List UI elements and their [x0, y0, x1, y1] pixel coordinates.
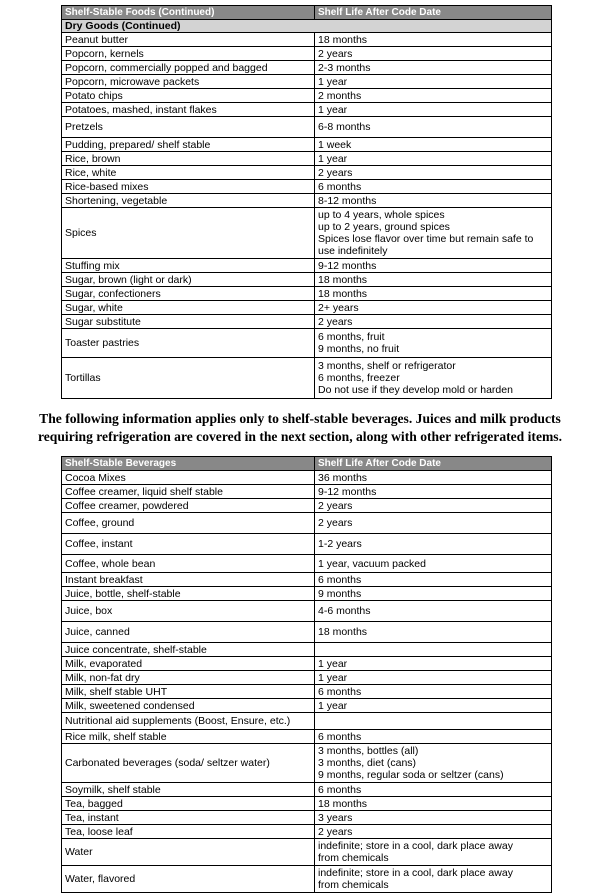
beverage-note: [0, 410, 600, 446]
table-row: [62, 573, 552, 587]
section-label: Dry Goods (Continued): [62, 20, 552, 33]
shelf-life-line: 3 months, shelf or refrigerator: [318, 360, 456, 372]
item-name: Rice, brown: [62, 152, 315, 166]
item-name: Coffee creamer, liquid shelf stable: [62, 485, 315, 499]
table-row: [62, 587, 552, 601]
table-row: [62, 315, 552, 329]
beverages-table: [61, 456, 552, 893]
table-header-row: [62, 6, 552, 20]
table-row: [62, 839, 552, 866]
item-name: Popcorn, kernels: [62, 47, 315, 61]
table-row: [62, 699, 552, 713]
shelf-life-line: 18 months: [318, 273, 368, 286]
shelf-life: [315, 622, 552, 643]
shelf-life: [315, 208, 552, 259]
item-name: Coffee, ground: [62, 513, 315, 534]
table-row: [62, 166, 552, 180]
item-name: Juice concentrate, shelf-stable: [62, 643, 315, 657]
item-name: Carbonated beverages (soda/ seltzer water): [62, 744, 315, 783]
item-name: Milk, sweetened condensed: [62, 699, 315, 713]
item-name: Sugar substitute: [62, 315, 315, 329]
shelf-life: [315, 329, 552, 358]
shelf-life-line: 6 months, freezer: [318, 372, 400, 384]
shelf-life-line: 6 months: [318, 685, 362, 698]
item-name: Potato chips: [62, 89, 315, 103]
shelf-life: [315, 259, 552, 273]
shelf-life-line: 2-3 months: [318, 61, 371, 74]
shelf-life: [315, 47, 552, 61]
shelf-life: [315, 671, 552, 685]
item-name: Rice milk, shelf stable: [62, 730, 315, 744]
table-row: [62, 152, 552, 166]
column-header-shelf-life: Shelf Life After Code Date: [315, 6, 552, 20]
shelf-life-line: 8-12 months: [318, 194, 377, 207]
shelf-life-line: 3 years: [318, 811, 353, 824]
table-header-row: [62, 457, 552, 471]
table-row: [62, 194, 552, 208]
shelf-life: [315, 783, 552, 797]
shelf-life: [315, 744, 552, 783]
shelf-life: [315, 117, 552, 138]
item-name: Popcorn, commercially popped and bagged: [62, 61, 315, 75]
table-row: [62, 713, 552, 730]
shelf-life: [315, 685, 552, 699]
shelf-life-line: 2+ years: [318, 301, 359, 314]
table-row: [62, 208, 552, 259]
item-name: Milk, evaporated: [62, 657, 315, 671]
shelf-life-line: 3 months, bottles (all): [318, 745, 419, 757]
item-name: Milk, non-fat dry: [62, 671, 315, 685]
shelf-life-line: Do not use if they develop mold or harden: [318, 384, 513, 396]
table-row: [62, 555, 552, 573]
shelf-life: [315, 194, 552, 208]
shelf-life-line: 1 year: [318, 75, 348, 88]
shelf-life-line: indefinite; store in a cool, dark place away: [318, 867, 513, 879]
table-row: [62, 744, 552, 783]
shelf-life-line: 9 months, regular soda or seltzer (cans): [318, 769, 504, 781]
shelf-life-line: 2 years: [318, 315, 353, 328]
shelf-life: [315, 471, 552, 485]
table-row: [62, 730, 552, 744]
item-name: Rice, white: [62, 166, 315, 180]
note-line-1: The following information applies only to shelf-stable beverages. Juices and milk products: [39, 411, 561, 426]
table-row: [62, 287, 552, 301]
item-name: Spices: [62, 208, 315, 259]
table-row: [62, 643, 552, 657]
shelf-life-line: indefinite; store in a cool, dark place away: [318, 840, 513, 852]
shelf-life: [315, 825, 552, 839]
shelf-life: [315, 33, 552, 47]
item-name: Tea, instant: [62, 811, 315, 825]
shelf-life-line: 36 months: [318, 471, 368, 484]
table-row: [62, 534, 552, 555]
table-row: [62, 61, 552, 75]
table-row: [62, 301, 552, 315]
column-header-food: Shelf-Stable Foods (Continued): [62, 6, 315, 20]
shelf-life: [315, 485, 552, 499]
section-row: [62, 20, 552, 33]
table-row: [62, 825, 552, 839]
item-name: Popcorn, microwave packets: [62, 75, 315, 89]
shelf-life-line: up to 2 years, ground spices: [318, 221, 450, 233]
shelf-life: [315, 61, 552, 75]
shelf-life: [315, 643, 552, 657]
shelf-life-line: from chemicals: [318, 879, 389, 891]
note-line-2: requiring refrigeration are covered in the next section, along with other refrigerated items.: [37, 429, 562, 444]
table-row: [62, 89, 552, 103]
item-name: Peanut butter: [62, 33, 315, 47]
shelf-life: [315, 103, 552, 117]
shelf-life-line: from chemicals: [318, 852, 389, 864]
item-name: Nutritional aid supplements (Boost, Ensure, etc.): [62, 713, 315, 730]
shelf-life: [315, 797, 552, 811]
table-row: [62, 513, 552, 534]
shelf-life-line: 6 months, fruit: [318, 331, 385, 343]
shelf-life: [315, 513, 552, 534]
shelf-life: [315, 713, 552, 730]
shelf-life-line: 6-8 months: [318, 121, 371, 133]
item-name: Pretzels: [62, 117, 315, 138]
shelf-life-line: up to 4 years, whole spices: [318, 209, 445, 221]
shelf-life-line: 18 months: [318, 626, 368, 638]
table-row: [62, 103, 552, 117]
shelf-life: [315, 138, 552, 152]
shelf-life: [315, 587, 552, 601]
shelf-life-line: 6 months: [318, 573, 362, 586]
item-name: Tea, loose leaf: [62, 825, 315, 839]
shelf-life-line: 9 months, no fruit: [318, 343, 400, 355]
shelf-life-line: use indefinitely: [318, 245, 388, 257]
shelf-life: [315, 534, 552, 555]
item-name: Cocoa Mixes: [62, 471, 315, 485]
shelf-life-line: 1 year: [318, 657, 348, 670]
shelf-life-line: 1 year: [318, 671, 348, 684]
item-name: Sugar, white: [62, 301, 315, 315]
shelf-life: [315, 555, 552, 573]
item-name: Water, flavored: [62, 866, 315, 893]
item-name: Sugar, brown (light or dark): [62, 273, 315, 287]
table-row: [62, 797, 552, 811]
shelf-life: [315, 166, 552, 180]
shelf-life-line: 1 week: [318, 138, 352, 151]
table-row: [62, 485, 552, 499]
shelf-life: [315, 839, 552, 866]
column-header-beverage: Shelf-Stable Beverages: [62, 457, 315, 471]
table-row: [62, 499, 552, 513]
shelf-life: [315, 699, 552, 713]
shelf-life: [315, 866, 552, 893]
item-name: Tea, bagged: [62, 797, 315, 811]
table-row: [62, 47, 552, 61]
item-name: Potatoes, mashed, instant flakes: [62, 103, 315, 117]
item-name: Instant breakfast: [62, 573, 315, 587]
item-name: Juice, bottle, shelf-stable: [62, 587, 315, 601]
table-row: [62, 685, 552, 699]
shelf-life-line: 2 years: [318, 517, 353, 529]
table-row: [62, 329, 552, 358]
shelf-life-line: 2 years: [318, 499, 353, 512]
table-row: [62, 180, 552, 194]
table-row: [62, 75, 552, 89]
item-name: Milk, shelf stable UHT: [62, 685, 315, 699]
column-header-shelf-life: Shelf Life After Code Date: [315, 457, 552, 471]
shelf-life: [315, 499, 552, 513]
shelf-life-line: 1 year, vacuum packed: [318, 557, 426, 570]
item-name: Water: [62, 839, 315, 866]
table-row: [62, 657, 552, 671]
item-name: Juice, box: [62, 601, 315, 622]
shelf-life-line: 1-2 years: [318, 538, 362, 550]
shelf-life-line: 2 years: [318, 825, 353, 838]
item-name: Coffee, instant: [62, 534, 315, 555]
table-row: [62, 138, 552, 152]
shelf-life-line: 18 months: [318, 33, 368, 46]
item-name: Tortillas: [62, 358, 315, 399]
shelf-life: [315, 287, 552, 301]
shelf-life-line: Spices lose flavor over time but remain safe to: [318, 233, 534, 245]
shelf-life: [315, 89, 552, 103]
shelf-life: [315, 573, 552, 587]
item-name: Toaster pastries: [62, 329, 315, 358]
table-row: [62, 358, 552, 399]
shelf-life: [315, 301, 552, 315]
shelf-life-line: 9 months: [318, 587, 362, 600]
item-name: Coffee, whole bean: [62, 555, 315, 573]
item-name: Coffee creamer, powdered: [62, 499, 315, 513]
shelf-life-line: 1 year: [318, 699, 348, 712]
dry-goods-table: [61, 5, 552, 399]
table-row: [62, 471, 552, 485]
table-row: [62, 783, 552, 797]
item-name: Shortening, vegetable: [62, 194, 315, 208]
table-row: [62, 671, 552, 685]
item-name: Pudding, prepared/ shelf stable: [62, 138, 315, 152]
item-name: Stuffing mix: [62, 259, 315, 273]
table-row: [62, 33, 552, 47]
item-name: Soymilk, shelf stable: [62, 783, 315, 797]
table-row: [62, 117, 552, 138]
shelf-life-line: 2 months: [318, 89, 362, 102]
item-name: Juice, canned: [62, 622, 315, 643]
table-row: [62, 866, 552, 893]
shelf-life-line: 4-6 months: [318, 605, 371, 617]
shelf-life-line: 6 months: [318, 730, 362, 743]
shelf-life: [315, 273, 552, 287]
shelf-life: [315, 730, 552, 744]
shelf-life: [315, 657, 552, 671]
shelf-life: [315, 152, 552, 166]
shelf-life-line: 6 months: [318, 783, 362, 796]
shelf-life: [315, 180, 552, 194]
shelf-life-line: 2 years: [318, 166, 353, 179]
shelf-life-line: 3 months, diet (cans): [318, 757, 417, 769]
shelf-life: [315, 811, 552, 825]
shelf-life: [315, 75, 552, 89]
shelf-life-line: 1 year: [318, 152, 348, 165]
shelf-life: [315, 358, 552, 399]
table-row: [62, 811, 552, 825]
shelf-life-line: 9-12 months: [318, 485, 377, 498]
table-row: [62, 259, 552, 273]
shelf-life: [315, 315, 552, 329]
shelf-life: [315, 601, 552, 622]
shelf-life-line: 6 months: [318, 180, 362, 193]
shelf-life-line: 1 year: [318, 103, 348, 116]
item-name: Sugar, confectioners: [62, 287, 315, 301]
table-row: [62, 273, 552, 287]
shelf-life-line: 18 months: [318, 287, 368, 300]
shelf-life-line: 18 months: [318, 797, 368, 810]
item-name: Rice-based mixes: [62, 180, 315, 194]
shelf-life-line: 9-12 months: [318, 259, 377, 272]
table-row: [62, 622, 552, 643]
table-row: [62, 601, 552, 622]
shelf-life-line: 2 years: [318, 47, 353, 60]
